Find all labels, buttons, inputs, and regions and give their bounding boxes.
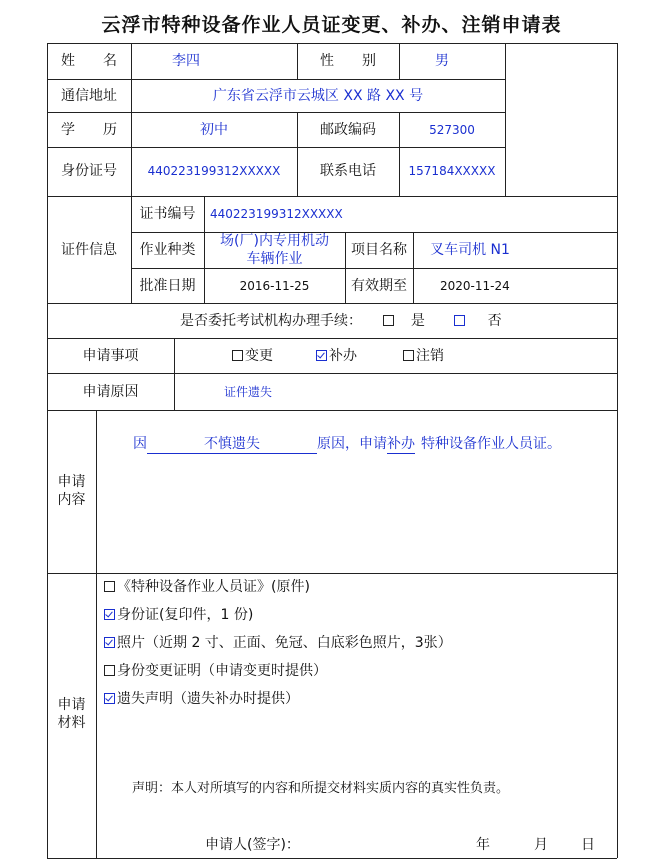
page-title: 云浮市特种设备作业人员证变更、补办、注销申请表 — [101, 14, 562, 36]
material-loss-statement-checkbox[interactable] — [104, 693, 115, 704]
work-type-value-line1[interactable]: 场(厂)内专用机动 — [220, 233, 329, 249]
content-mid: 原因，申请 — [317, 436, 387, 452]
matter-cancel-option[interactable] — [403, 347, 444, 365]
name-label: 姓 名 — [61, 53, 117, 69]
content-sentence — [133, 435, 561, 454]
material-item-label: 身份变更证明（申请变更时提供） — [117, 663, 327, 679]
item-name-value[interactable]: 叉车司机 N1 — [430, 242, 510, 258]
entrust-yes-checkbox[interactable] — [383, 315, 394, 326]
matter-reissue-option[interactable] — [316, 347, 357, 365]
material-id-change-checkbox[interactable] — [104, 665, 115, 676]
address-label: 通信地址 — [61, 88, 117, 104]
material-original-cert-checkbox[interactable] — [104, 581, 115, 592]
content-action-fill[interactable]: 补办 — [387, 436, 415, 452]
cert-number-value[interactable]: 440223199312XXXXX — [210, 207, 343, 221]
material-photo-checkbox[interactable] — [104, 637, 115, 648]
content-prefix: 因 — [133, 436, 147, 452]
content-label-line2: 内容 — [57, 492, 86, 508]
material-item-label: 照片（近期 2 寸、正面、免冠、白底彩色照片，3张） — [117, 635, 452, 651]
material-item-label: 身份证(复印件，1 份) — [117, 607, 254, 623]
phone-value[interactable]: 157184XXXXX — [408, 164, 496, 178]
entrust-no-label: 否 — [487, 313, 502, 329]
phone-label: 联系电话 — [320, 163, 376, 179]
approve-date-value[interactable]: 2016-11-25 — [239, 279, 310, 293]
approve-date-label: 批准日期 — [139, 278, 196, 294]
item-name-label: 项目名称 — [351, 242, 407, 258]
reason-label: 申请原因 — [82, 384, 139, 400]
postcode-value[interactable]: 527300 — [429, 123, 475, 137]
content-suffix: 特种设备作业人员证。 — [421, 436, 561, 452]
materials-label-line1: 申请 — [57, 697, 86, 713]
id-number-label: 身份证号 — [61, 163, 117, 179]
matter-cancel-checkbox[interactable] — [403, 350, 414, 361]
signature-month: 月 — [534, 837, 548, 853]
signature-year: 年 — [476, 837, 490, 853]
matter-cancel-label: 注销 — [416, 348, 444, 364]
material-item-id-card[interactable] — [104, 606, 253, 624]
material-item-label: 《特种设备作业人员证》(原件) — [117, 579, 310, 595]
content-reason-fill[interactable]: 不慎遗失 — [147, 435, 317, 454]
matter-reissue-label: 补办 — [329, 348, 357, 364]
material-item-loss-statement[interactable] — [104, 690, 299, 708]
material-item-label: 遗失声明（遗失补办时提供） — [117, 691, 299, 707]
content-label-line1: 申请 — [57, 474, 86, 490]
gender-value[interactable]: 男 — [435, 53, 449, 69]
signature-label: 申请人(签字)： — [205, 837, 300, 853]
signature-day: 日 — [581, 837, 595, 853]
material-item-original-cert[interactable] — [104, 578, 310, 596]
expire-date-value[interactable]: 2020-11-24 — [440, 279, 510, 293]
cert-section-label: 证件信息 — [61, 242, 117, 258]
materials-label-line2: 材料 — [57, 715, 86, 731]
declaration-text: 声明：本人对所填写的内容和所提交材料实质内容的真实性负责。 — [132, 781, 510, 796]
matter-change-option[interactable] — [232, 347, 273, 365]
name-value[interactable]: 李四 — [172, 53, 200, 69]
matter-label: 申请事项 — [82, 348, 139, 364]
entrust-no-checkbox[interactable] — [454, 315, 465, 326]
education-label: 学 历 — [61, 122, 117, 138]
entrust-label: 是否委托考试机构办理手续： — [180, 313, 362, 329]
address-value[interactable]: 广东省云浮市云城区 XX 路 XX 号 — [212, 88, 424, 104]
entrust-yes-label: 是 — [410, 313, 425, 329]
matter-change-label: 变更 — [245, 348, 273, 364]
material-item-id-change-proof[interactable] — [104, 662, 327, 680]
matter-reissue-checkbox[interactable] — [316, 350, 327, 361]
postcode-label: 邮政编码 — [320, 122, 376, 138]
material-item-photo[interactable] — [104, 634, 452, 652]
work-type-label: 作业种类 — [139, 242, 196, 258]
material-id-card-checkbox[interactable] — [104, 609, 115, 620]
id-number-value[interactable]: 440223199312XXXXX — [147, 164, 281, 178]
cert-number-label: 证书编号 — [139, 206, 196, 222]
education-value[interactable]: 初中 — [200, 122, 228, 138]
work-type-value-line2[interactable]: 车辆作业 — [246, 251, 303, 267]
reason-value[interactable]: 证件遗失 — [224, 385, 273, 399]
matter-change-checkbox[interactable] — [232, 350, 243, 361]
expire-date-label: 有效期至 — [351, 278, 407, 294]
entrust-row — [180, 312, 502, 330]
gender-label: 性 别 — [320, 53, 376, 69]
